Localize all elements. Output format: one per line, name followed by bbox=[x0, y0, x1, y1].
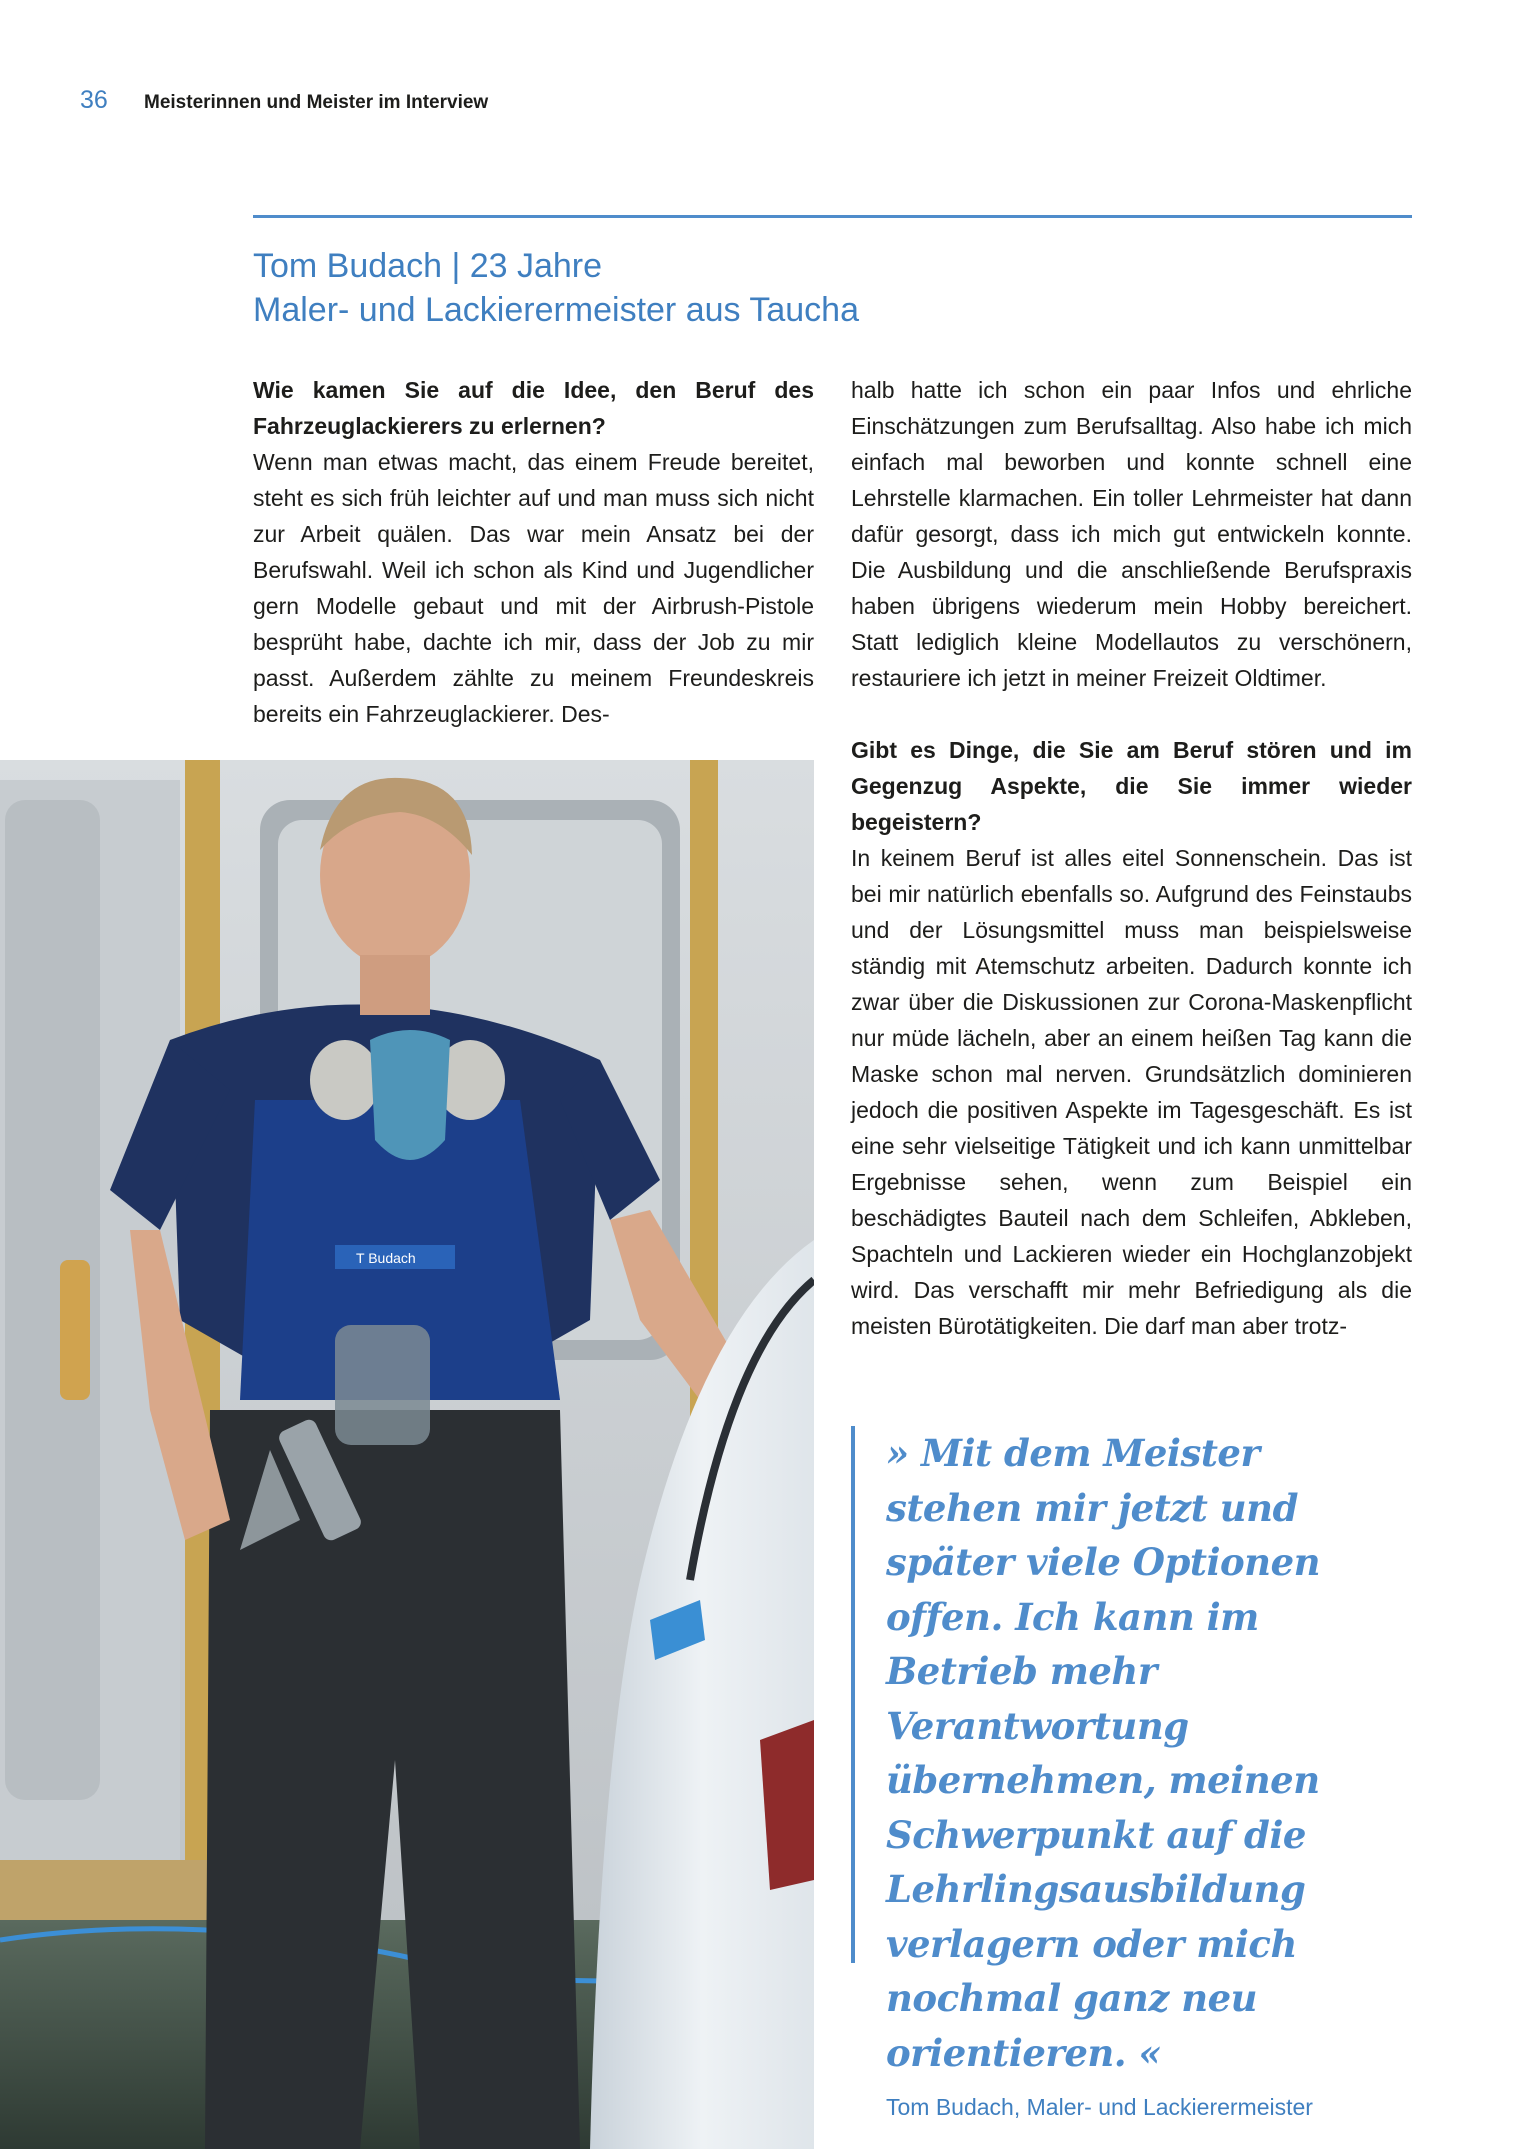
title-name-age: Tom Budach | 23 Jahre bbox=[253, 247, 603, 285]
interview-answer-1-part-1: Wenn man etwas macht, das einem Freude bereitet, steht es sich früh leichter auf und man muss sich nicht zur Arbeit quälen. Das war mein Ansatz bei der Berufswahl. Weil ich schon als Kind und Jugendlicher gern Modelle gebaut und mit der Airbrush-Pistole besprüht habe, dachte ich mir, dass der Job zu mir passt. Außerdem zählte zu meinem Freundeskreis bereits ein Fahrzeuglackierer. Des- bbox=[253, 449, 814, 727]
pull-quote-text: » Mit dem Meister stehen mir jetzt und später viele Optionen offen. Ich kann im Betrieb mehr Verantwortung übernehmen, meinen Schwerpunkt auf die Lehrlingsausbildung verlagern oder mich nochmal ganz neu orientieren. « bbox=[886, 1431, 1321, 2075]
running-head: Meisterinnen und Meister im Interview bbox=[144, 92, 489, 113]
left-column bbox=[253, 372, 814, 732]
overalls-name-badge: T Budach bbox=[356, 1250, 416, 1266]
interview-answer-1-part-2: halb hatte ich schon ein paar Infos und ehrliche Einschätzungen zum Berufsalltag. Also habe ich mich einfach mal beworben und konnte schnell eine Lehrstelle klarmachen. Ein toller Lehrmeister hat dann dafür gesorgt, dass ich mich gut entwickeln konnte. Die Ausbildung und die anschließende Berufspraxis haben übrigens wiederum mein Hobby bereichert. Statt lediglich kleine Modellautos zu verschönern, restauriere ich jetzt in meiner Freizeit Oldtimer. bbox=[851, 377, 1412, 691]
title-profession: Maler- und Lackierermeister aus Taucha bbox=[253, 291, 859, 329]
title-rule bbox=[253, 215, 1412, 218]
page-header bbox=[80, 86, 488, 116]
interview-answer-2: In keinem Beruf ist alles eitel Sonnenschein. Das ist bei mir natürlich ebenfalls so. Aufgrund des Feinstaubs und der Lösungsmittel muss man beispielsweise ständig mit Atemschutz arbeiten. Dadurch konnte ich zwar über die Diskussionen zur Corona-Maskenpflicht nur müde lächeln, aber an einem heißen Tag kann die Maske schon mal nerven. Grundsätzlich dominieren jedoch die positiven Aspekte im Tagesgeschäft. Es ist eine sehr vielseitige Tätigkeit und ich kann unmittelbar Ergebnisse sehen, wenn zum Beispiel ein beschädigtes Bauteil nach dem Schleifen, Abkleben, Spachteln und Lackieren wieder ein Hochglanzobjekt wird. Das verschafft mir mehr Befriedigung als die meisten Bürotätigkeiten. Die darf man aber trotz- bbox=[851, 845, 1412, 1339]
right-column bbox=[851, 372, 1412, 1344]
interview-question-1: Wie kamen Sie auf die Idee, den Beruf des Fahrzeuglackierers zu erlernen? bbox=[253, 377, 814, 439]
portrait-photo bbox=[0, 760, 814, 2149]
interview-question-2: Gibt es Dinge, die Sie am Beruf stören und im Gegenzug Aspekte, die Sie immer wieder begeistern? bbox=[851, 737, 1412, 835]
pull-quote bbox=[851, 1426, 1416, 2120]
article-title bbox=[253, 244, 1413, 332]
pull-quote-author: Tom Budach, Maler- und Lackierermeister bbox=[886, 2094, 1313, 2120]
page-number: 36 bbox=[80, 86, 108, 114]
